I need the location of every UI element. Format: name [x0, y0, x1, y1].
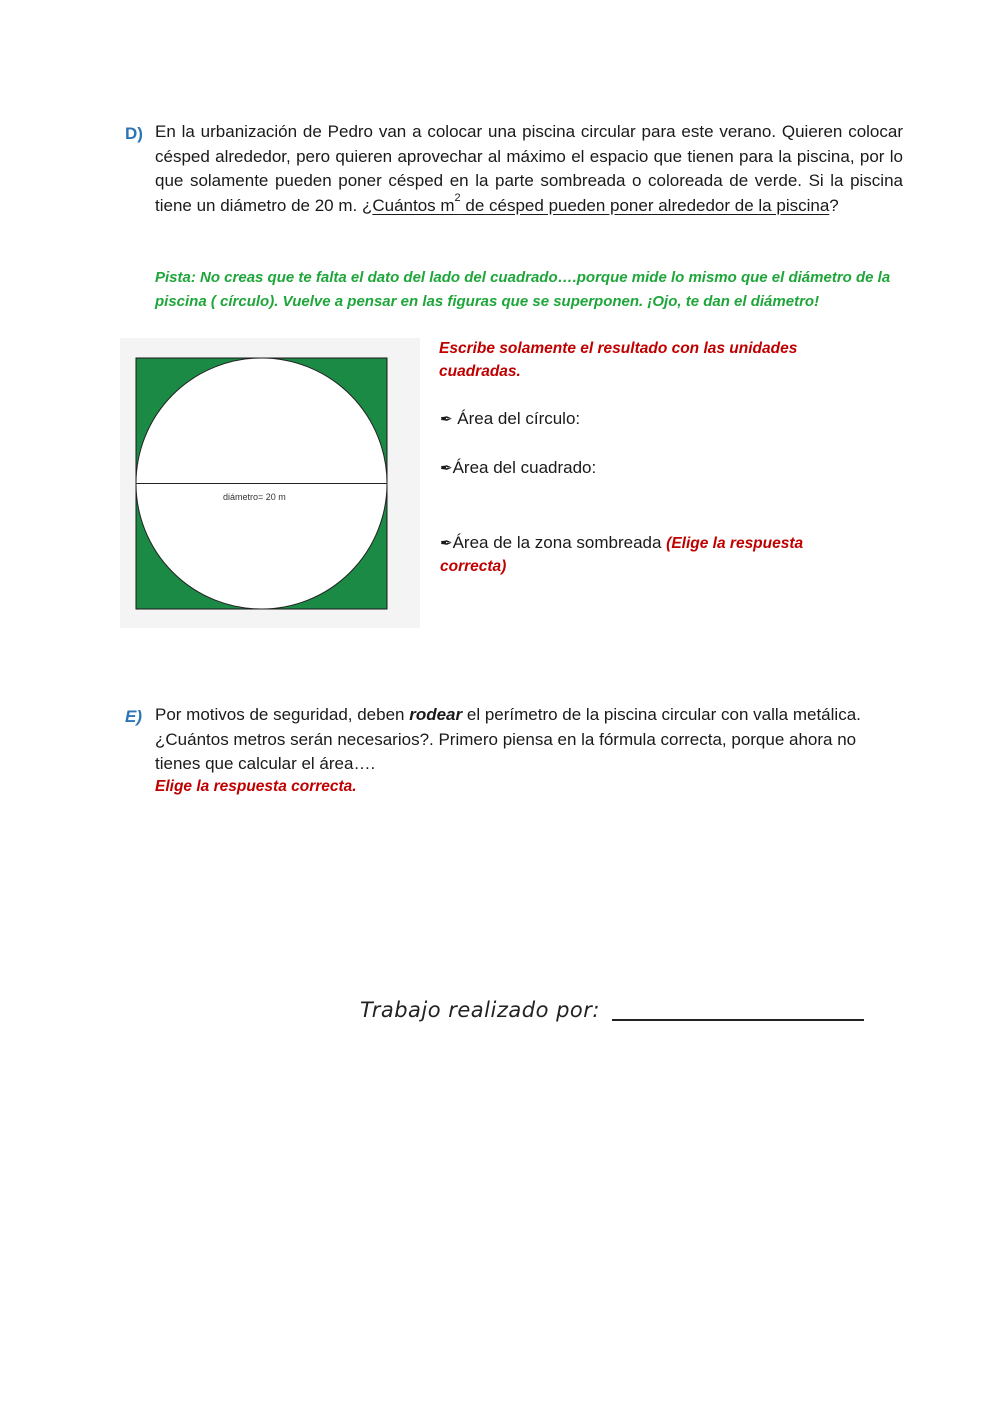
hint-text: Pista: No creas que te falta el dato del lado del cuadrado….porque mide lo mismo que el diámetro de la piscina ( círculo). Vuelve a pensar en las figuras que se superponen. ¡Ojo, te dan el diámetro!: [155, 269, 891, 310]
signature-label: Trabajo realizado por:: [360, 998, 600, 1022]
question-d-label: D): [125, 124, 143, 143]
answer-square-area[interactable]: ✒Área del cuadrado:: [440, 458, 597, 477]
pen-icon: ✒: [440, 534, 453, 552]
question-e-text: Por motivos de seguridad, deben rodear el perímetro de la piscina circular con valla metálica. ¿Cuántos metros serán necesarios?. Primero piensa en la fórmula correcta, porque ahora no tienes que calcular el área….: [155, 705, 861, 773]
diameter-label: diámetro= 20 m: [223, 492, 286, 502]
signature-line[interactable]: [612, 1019, 864, 1021]
question-d-question: Cuántos $m^2$ de césped pueden poner alrededor de la piscina: [372, 191, 830, 215]
answer-circle-area[interactable]: ✒ Área del círculo:: [440, 409, 581, 428]
question-e-label: E): [125, 707, 142, 726]
question-d-text: En la urbanización de Pedro van a colocar una piscina circular para este verano. Quieren colocar césped alrededor, pero quieren aprovechar al máximo el espacio que tienen para la piscina, por lo que solamente pueden poner césped en la parte sombreada o coloreada de verde. Si la piscina tiene un diámetro de 20 m. ¿Cuántos $m^2$ de césped pueden poner alrededor de la piscina?: [155, 122, 903, 215]
question-e-note: Elige la respuesta correcta.: [155, 778, 357, 795]
answer-shaded-area[interactable]: ✒Área de la zona sombreada (Elige la respuesta correcta): [440, 533, 804, 575]
instruction-text: Escribe solamente el resultado con las unidades cuadradas.: [439, 340, 798, 380]
pen-icon: ✒: [440, 459, 453, 477]
shaded-area-note: (Elige la respuesta correcta): [440, 535, 804, 575]
question-d-intro: En la urbanización de Pedro van a colocar una piscina circular para este verano. Quieren colocar césped alrededor, pero quieren aprovechar al máximo el espacio que tienen para la piscina, por lo que solamente pueden poner césped en la parte sombreada o coloreada de verde. Si la piscina tiene un diámetro de 20 m. ¿: [155, 122, 903, 215]
pen-icon: ✒: [440, 410, 453, 428]
pool-figure: [120, 338, 420, 628]
